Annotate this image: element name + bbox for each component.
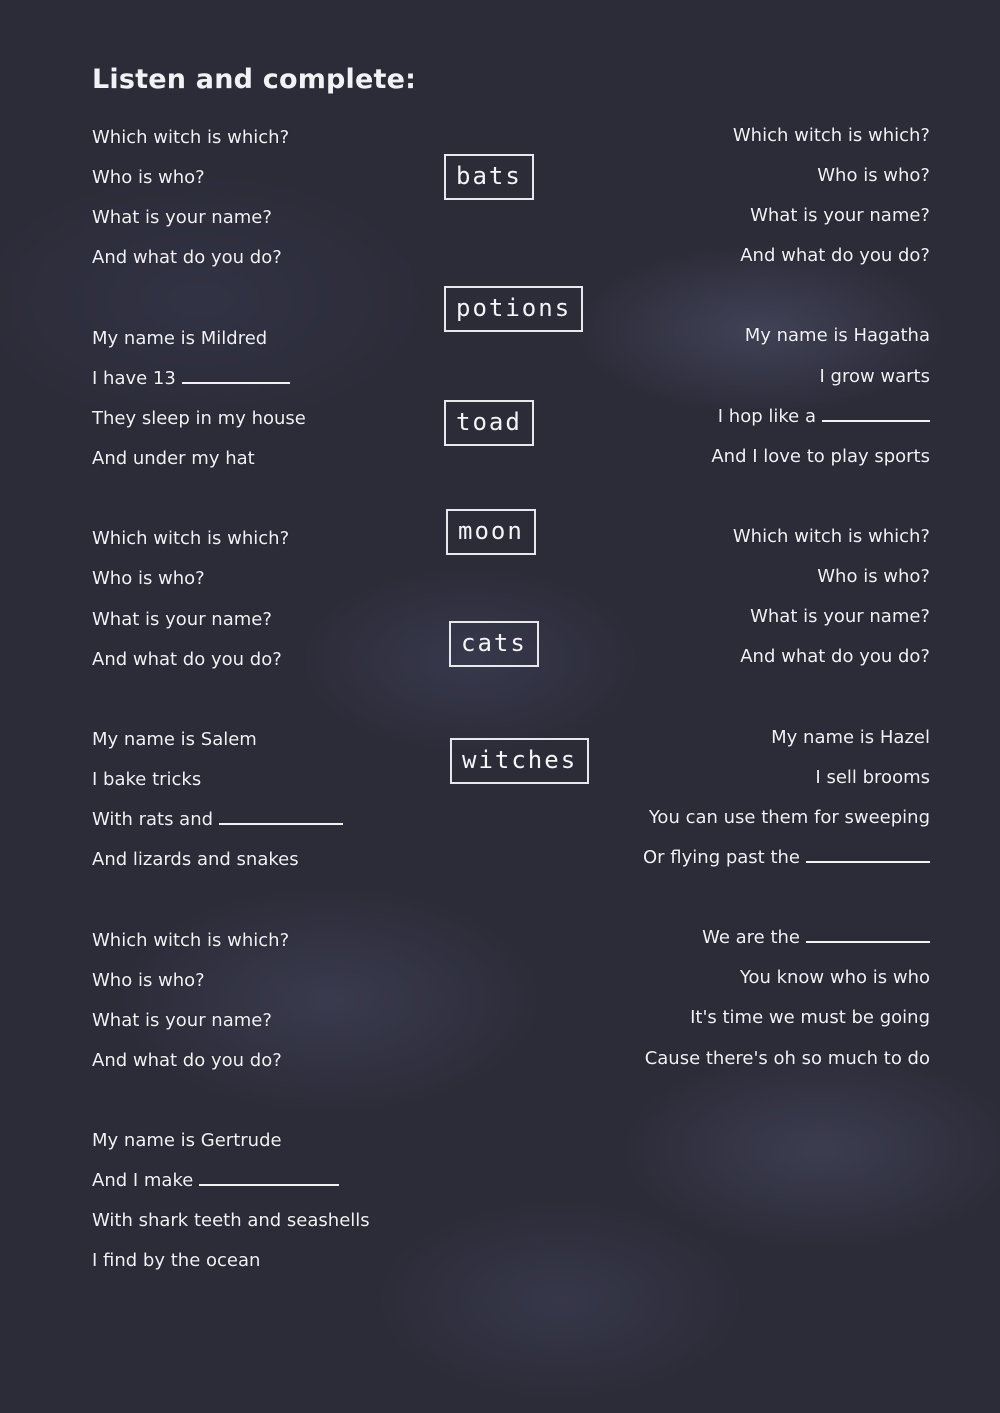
- lyric-line: Which witch is which?: [732, 125, 930, 146]
- lyric-line-with-blank: [702, 926, 930, 950]
- lyric-line: Who is who?: [817, 165, 930, 186]
- lyric-line: My name is Hazel: [771, 727, 930, 748]
- word-bank-bats: bats: [444, 154, 534, 200]
- lyric-line: My name is Mildred: [92, 328, 268, 349]
- lyric-line: And what do you do?: [740, 646, 930, 667]
- lyric-line: What is your name?: [750, 205, 930, 226]
- lyric-text: Or flying past the: [643, 847, 800, 868]
- lyric-line: Which witch is which?: [92, 528, 290, 549]
- lyric-line: I bake tricks: [92, 769, 202, 790]
- answer-blank[interactable]: [806, 927, 930, 943]
- lyric-line: Which witch is which?: [92, 127, 290, 148]
- lyric-line: Cause there's oh so much to do: [644, 1048, 930, 1069]
- lyric-line: My name is Gertrude: [92, 1130, 282, 1151]
- lyric-line: Who is who?: [92, 568, 205, 589]
- word-bank-cats: cats: [449, 621, 539, 667]
- word-bank-toad: toad: [444, 400, 534, 446]
- answer-blank[interactable]: [182, 368, 290, 384]
- word-bank-moon: moon: [446, 509, 536, 555]
- lyric-line: You can use them for sweeping: [648, 807, 930, 828]
- lyric-line: Which witch is which?: [732, 526, 930, 547]
- lyric-text: And I make: [92, 1170, 194, 1191]
- lyric-text: We are the: [702, 927, 800, 948]
- lyric-line: My name is Salem: [92, 729, 257, 750]
- answer-blank[interactable]: [199, 1170, 339, 1186]
- lyric-line: And what do you do?: [740, 245, 930, 266]
- lyric-line: What is your name?: [92, 207, 272, 228]
- worksheet-title: Listen and complete:: [92, 64, 417, 95]
- lyric-line-with-blank: [643, 846, 930, 870]
- word-bank-witches: witches: [450, 738, 589, 784]
- lyric-line: Who is who?: [817, 566, 930, 587]
- answer-blank[interactable]: [806, 847, 930, 863]
- lyric-line: And what do you do?: [92, 247, 282, 268]
- word-bank-potions: potions: [444, 286, 583, 332]
- lyric-line: And under my hat: [92, 448, 255, 469]
- lyric-line: It's time we must be going: [690, 1007, 930, 1028]
- answer-blank[interactable]: [822, 406, 930, 422]
- lyric-line: I find by the ocean: [92, 1250, 261, 1271]
- lyric-line: And lizards and snakes: [92, 849, 299, 870]
- lyric-line-with-blank: [718, 405, 930, 429]
- lyric-line-with-blank: [92, 367, 290, 391]
- lyric-text: I have 13: [92, 368, 176, 389]
- lyric-line-with-blank: [92, 1169, 339, 1193]
- lyric-line: I grow warts: [819, 366, 930, 387]
- lyric-line: Who is who?: [92, 970, 205, 991]
- answer-blank[interactable]: [219, 809, 343, 825]
- lyric-line: And I love to play sports: [711, 446, 930, 467]
- lyric-line: What is your name?: [92, 1010, 272, 1031]
- lyric-line-with-blank: [92, 808, 343, 832]
- lyric-line: You know who is who: [739, 967, 930, 988]
- lyric-line: I sell brooms: [815, 767, 930, 788]
- lyric-line: Who is who?: [92, 167, 205, 188]
- lyric-text: With rats and: [92, 809, 214, 830]
- lyric-line: Which witch is which?: [92, 930, 290, 951]
- lyric-line: With shark teeth and seashells: [92, 1210, 370, 1231]
- lyric-line: What is your name?: [92, 609, 272, 630]
- lyric-line: And what do you do?: [92, 1050, 282, 1071]
- lyric-line: What is your name?: [750, 606, 930, 627]
- lyric-text: I hop like a: [717, 406, 816, 427]
- lyric-line: My name is Hagatha: [744, 325, 930, 346]
- lyric-line: And what do you do?: [92, 649, 282, 670]
- lyric-line: They sleep in my house: [92, 408, 306, 429]
